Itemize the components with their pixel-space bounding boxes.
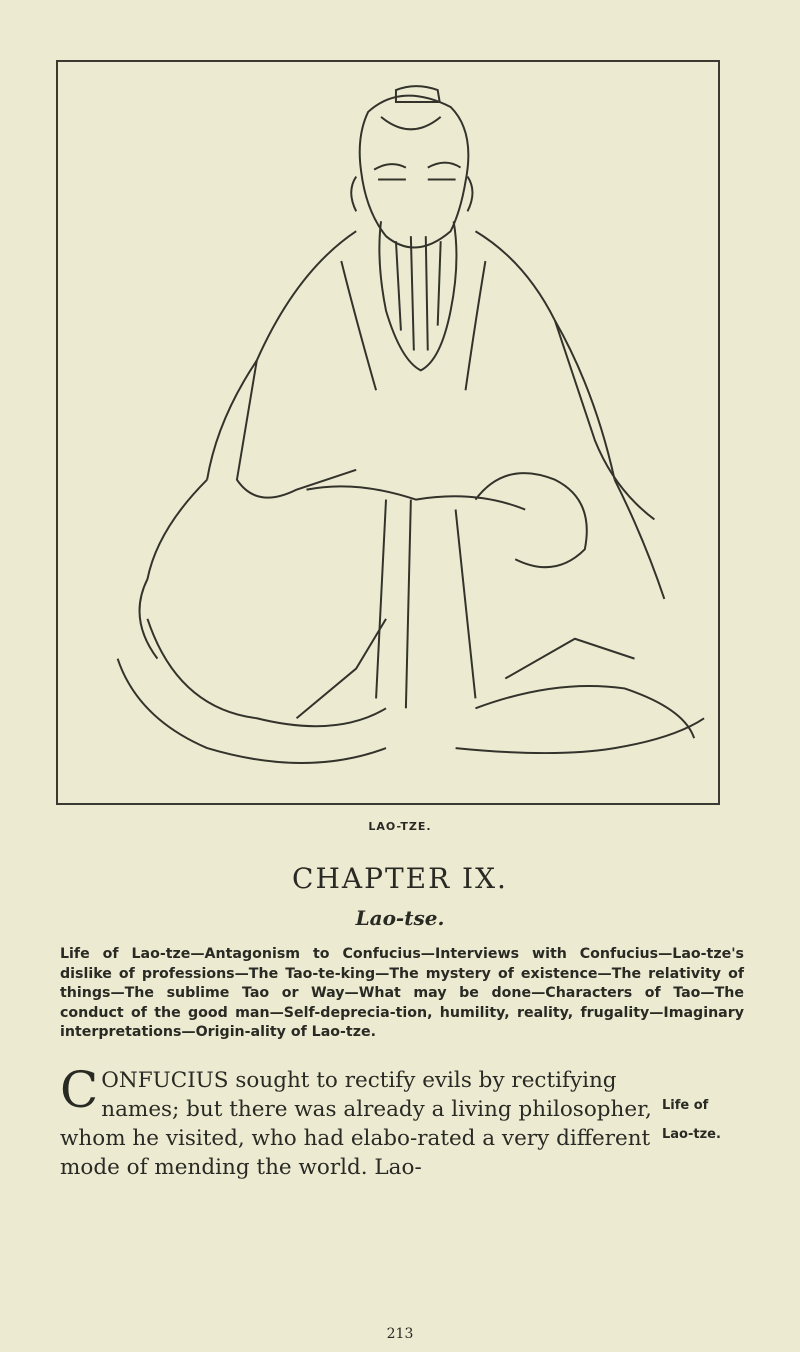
margin-note-line-1: Life of [662,1098,709,1113]
chapter-heading: CHAPTER IX. [292,862,508,895]
illustration-caption: LAO-TZE. [368,820,432,833]
chapter-subtitle: Lao-tse. [355,906,445,930]
body-paragraph [60,1061,655,1182]
margin-note-line-2: Lao-tze. [662,1127,721,1142]
page-number: 213 [386,1326,414,1342]
illustration-plate [56,60,720,805]
lao-tze-figure-drawing [58,62,718,803]
chapter-summary: Life of Lao-tze—Antagonism to Confucius—Interviews with Confucius—Lao-tze's dislike of professions—The Tao-te-king—The mystery of existence—The relativity of things—The sublime Tao or Way—What may be done—Characters of Tao—The conduct of the good man—Self-deprecia-tion, humility, reality, frugality—Imaginary interpretations—Origin-ality of Lao-tze. [60,946,744,1040]
drop-cap: C [60,1061,99,1119]
body-text: ONFUCIUS sought to rectify evils by rectifying names; but there was already a living philosopher, whom he visited, who had elabo-rated a very different mode of mending the world. Lao- [60,1068,652,1180]
